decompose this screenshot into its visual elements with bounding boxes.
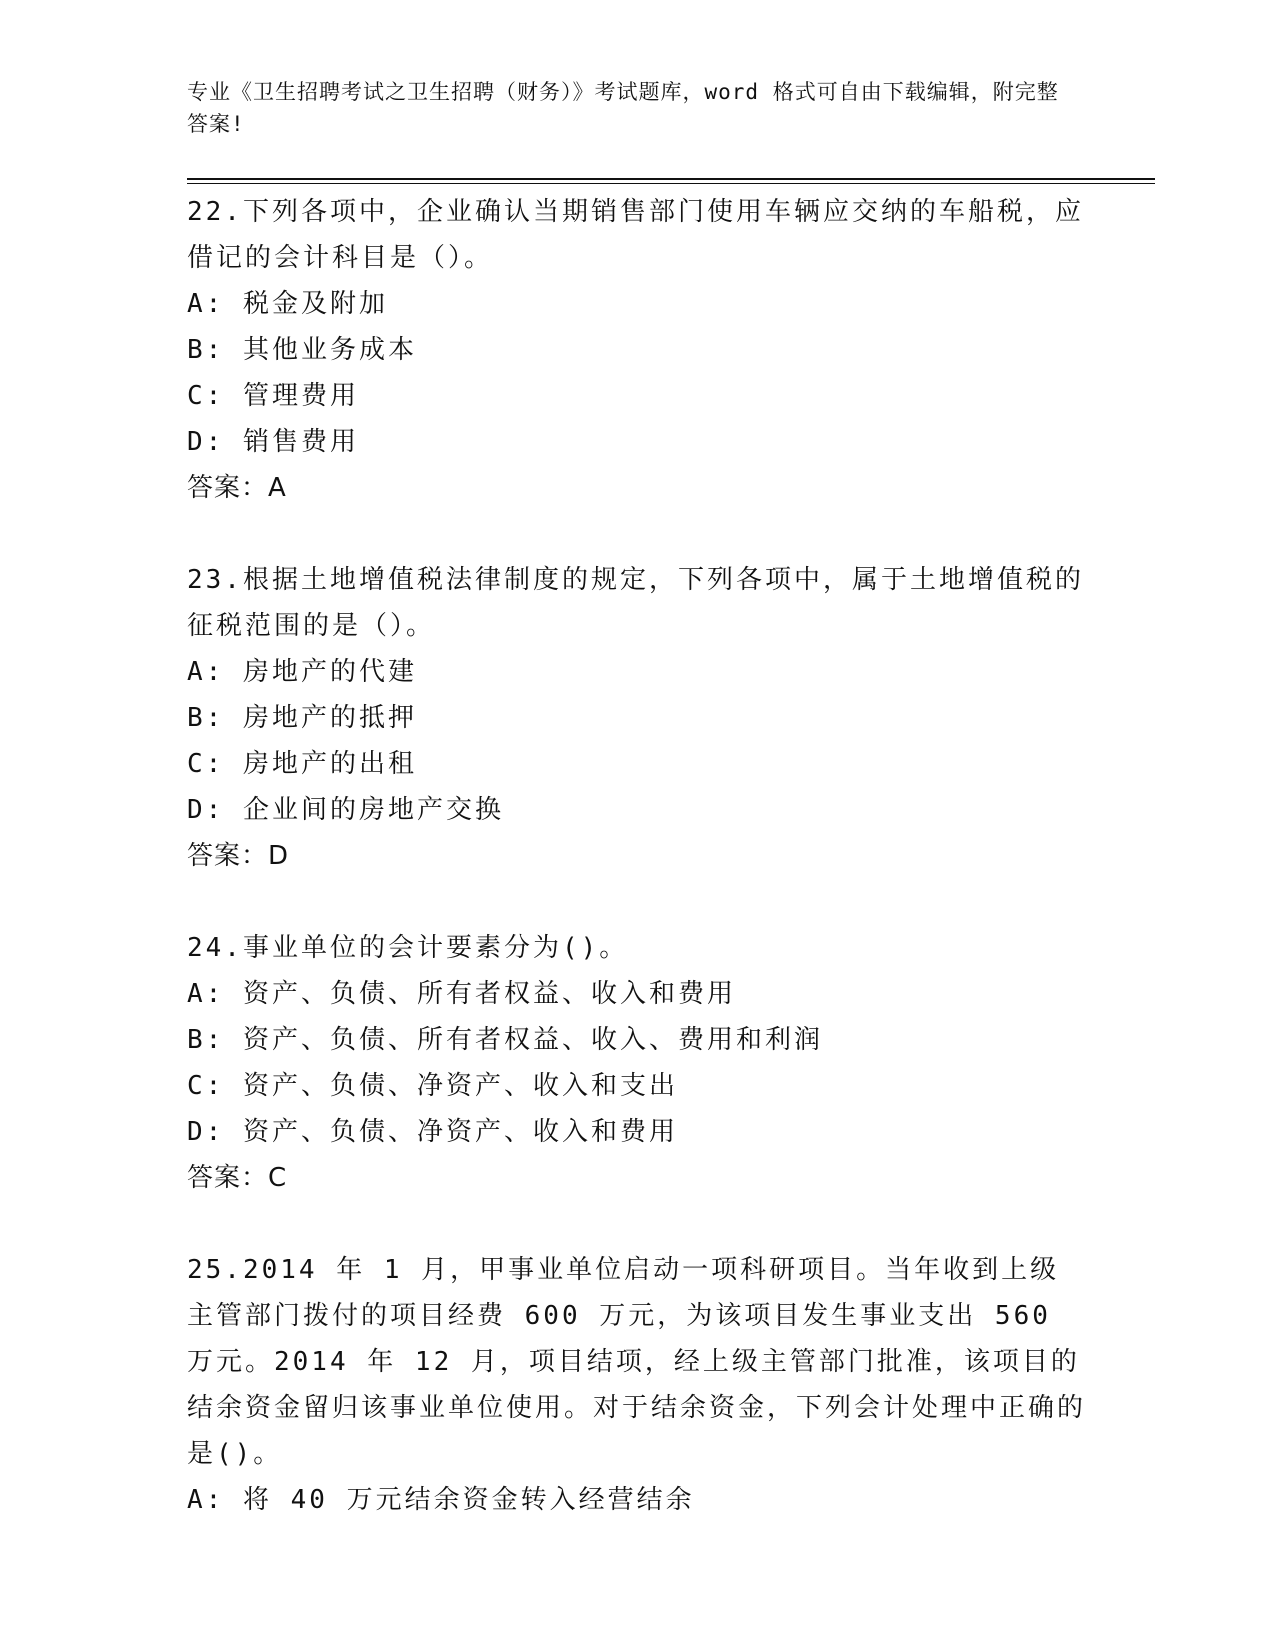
option-d: D: 企业间的房地产交换 <box>187 795 504 825</box>
question-stem: 25.2014 年 1 月，甲事业单位启动一项科研项目。当年收到上级主管部门拨付的项目经费 600 万元，为该项目发生事业支出 560 万元。2014 年 12 月，项目结项，经上级主管部门批准，该项目的结余资金留归该事业单位使用。对于结余资金，下列会计处理中正确的是()。 <box>187 1255 1087 1469</box>
document-header: 专业《卫生招聘考试之卫生招聘（财务）》考试题库，word 格式可自由下载编辑，附完整答案! <box>187 80 1059 136</box>
option-a: A: 税金及附加 <box>187 289 388 319</box>
option-c: C: 房地产的出租 <box>187 749 417 779</box>
header-divider-thick <box>187 178 1155 180</box>
header-divider-thin <box>187 183 1155 184</box>
option-d: D: 资产、负债、净资产、收入和费用 <box>187 1117 678 1147</box>
question-23 <box>187 557 1087 879</box>
option-b: B: 资产、负债、所有者权益、收入、费用和利润 <box>187 1025 823 1055</box>
option-b: B: 其他业务成本 <box>187 335 417 365</box>
answer-label: 答案：A <box>187 473 287 503</box>
option-c: C: 资产、负债、净资产、收入和支出 <box>187 1071 678 1101</box>
option-d: D: 销售费用 <box>187 427 359 457</box>
question-stem: 23.根据土地增值税法律制度的规定，下列各项中，属于土地增值税的征税范围的是（）。 <box>187 565 1084 641</box>
answer-label: 答案：D <box>187 841 290 871</box>
option-a: A: 将 40 万元结余资金转入经营结余 <box>187 1485 695 1515</box>
question-list <box>187 189 1087 1569</box>
question-25 <box>187 1247 1087 1523</box>
question-stem: 22.下列各项中，企业确认当期销售部门使用车辆应交纳的车船税，应借记的会计科目是（）。 <box>187 197 1084 273</box>
option-c: C: 管理费用 <box>187 381 359 411</box>
question-stem: 24.事业单位的会计要素分为()。 <box>187 933 629 963</box>
question-24 <box>187 925 1087 1201</box>
option-b: B: 房地产的抵押 <box>187 703 417 733</box>
answer-label: 答案：C <box>187 1163 288 1193</box>
question-22 <box>187 189 1087 511</box>
option-a: A: 资产、负债、所有者权益、收入和费用 <box>187 979 736 1009</box>
option-a: A: 房地产的代建 <box>187 657 417 687</box>
